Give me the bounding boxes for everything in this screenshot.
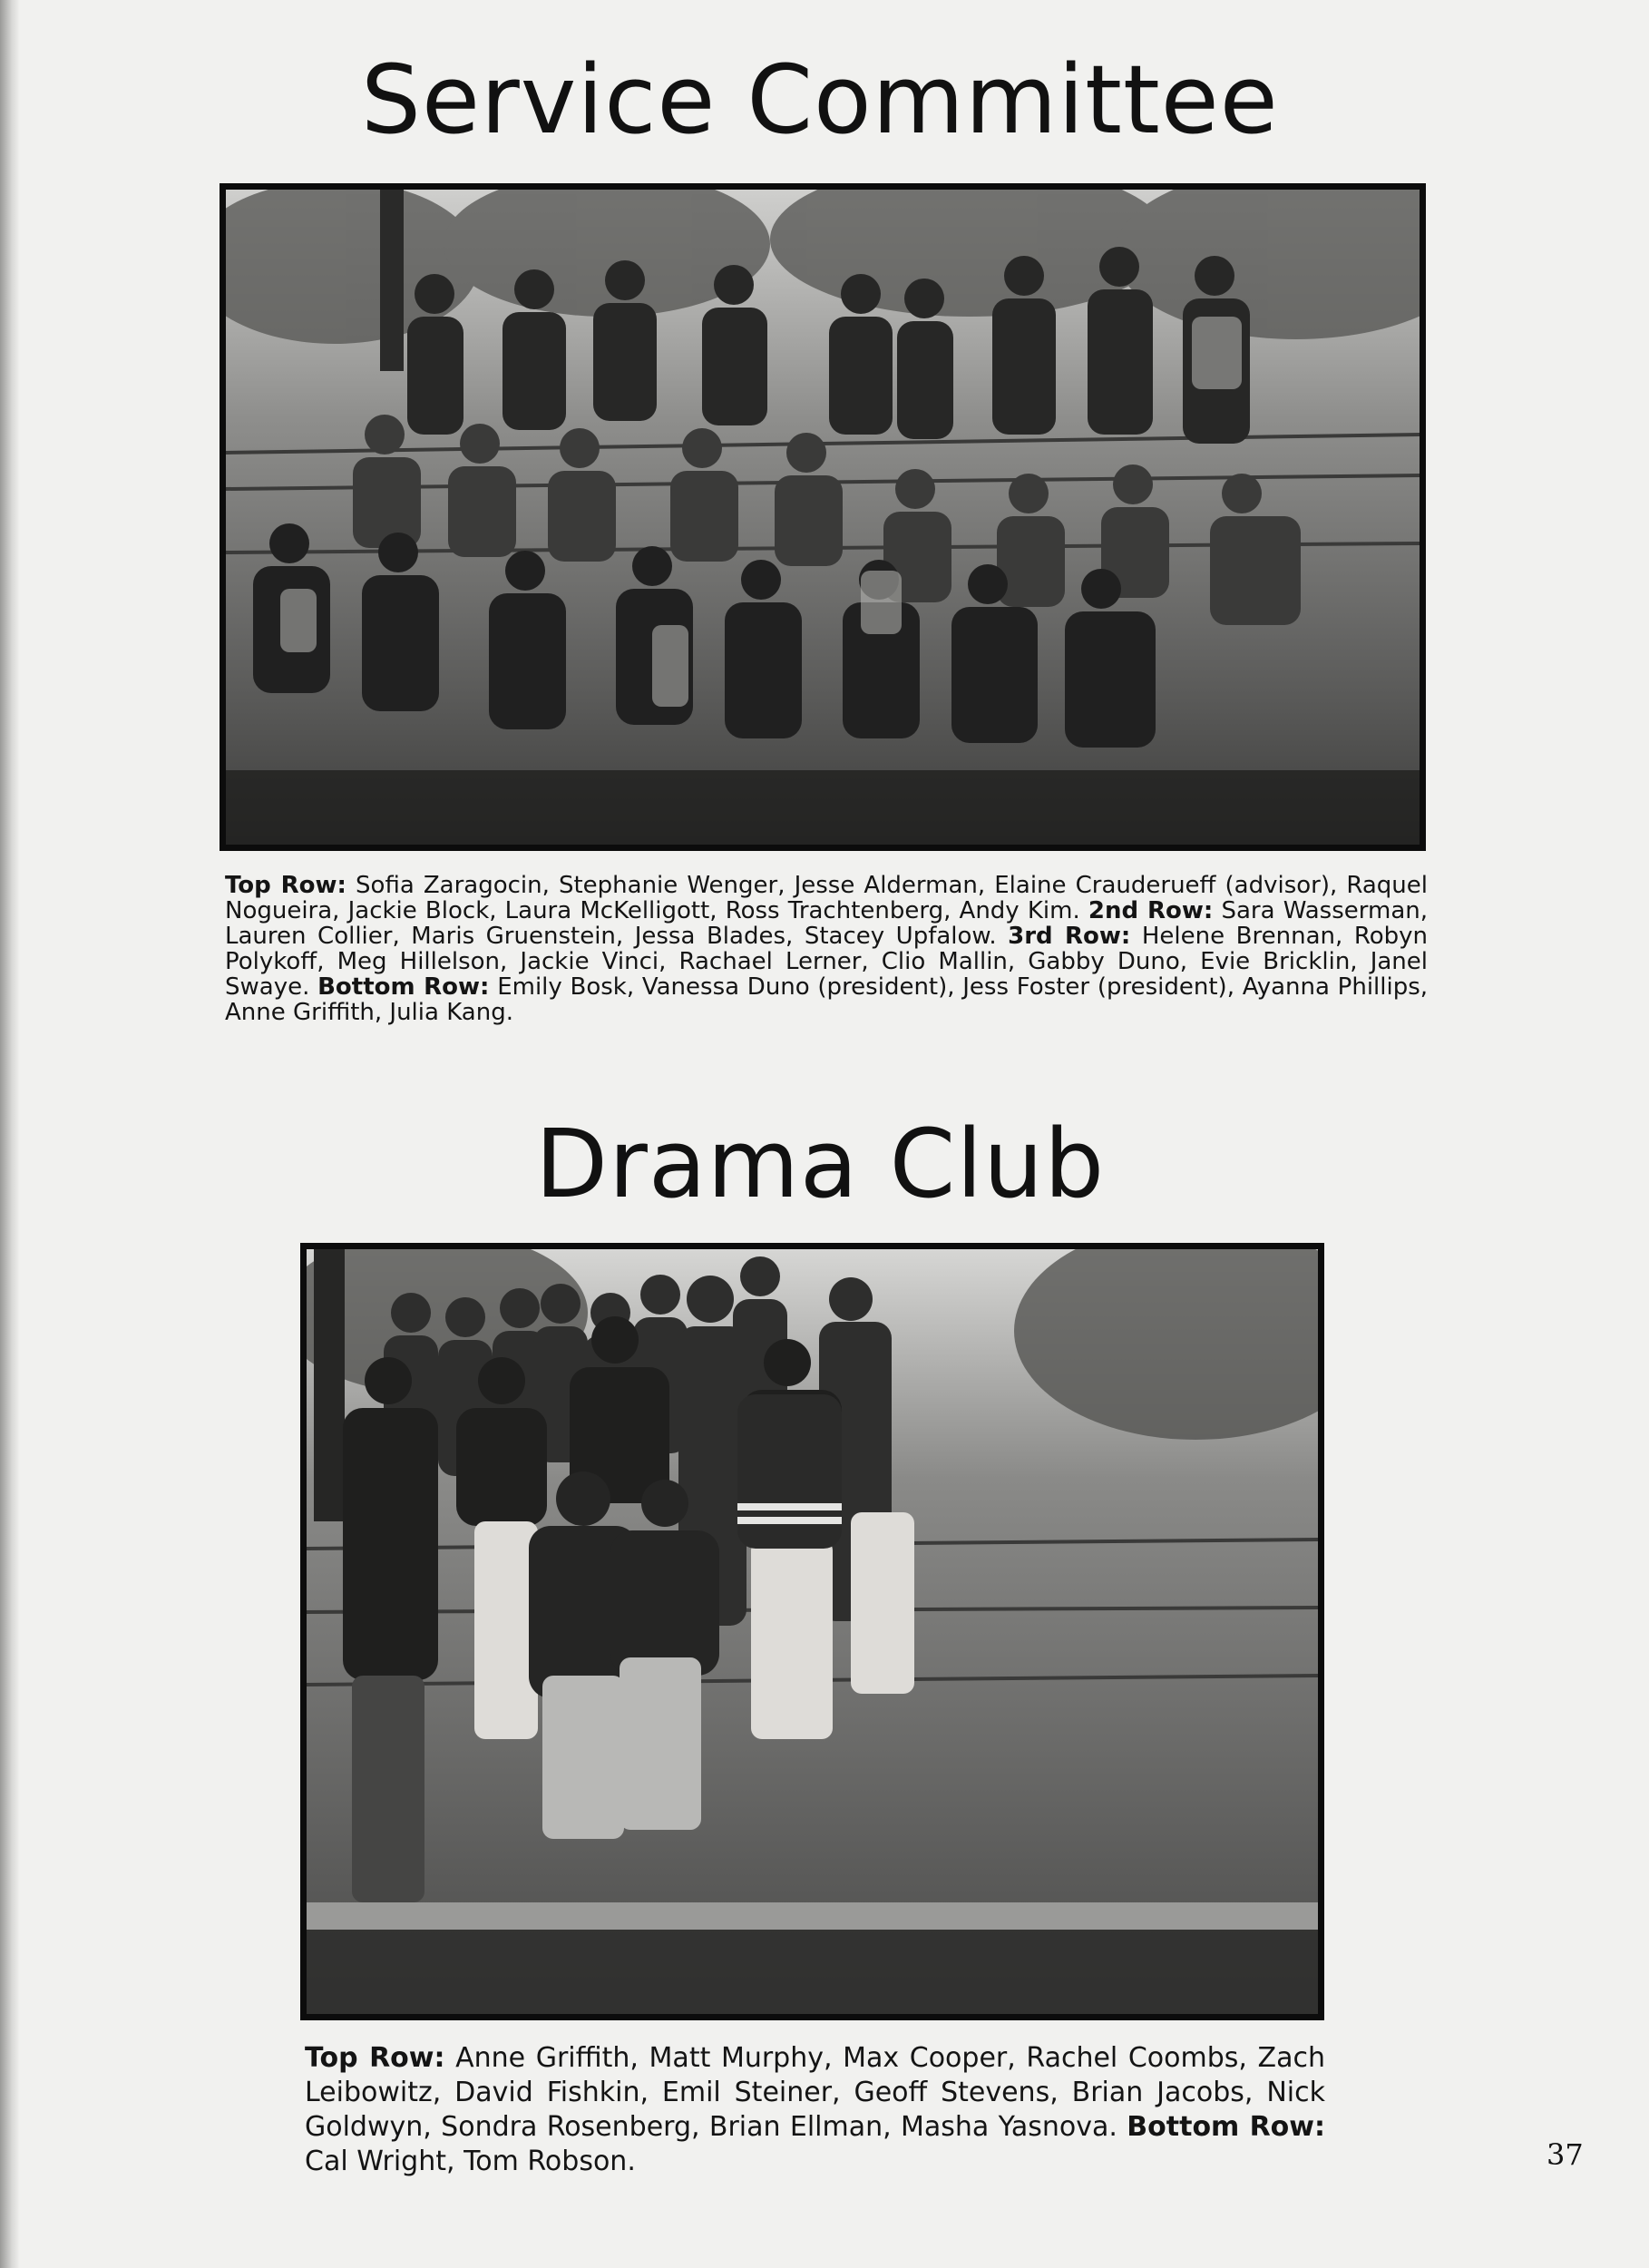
caption-row-label: Bottom Row: [1127, 2111, 1325, 2143]
drama-club-caption [305, 2041, 1325, 2179]
caption-row-names: Anne Griffith, Matt Murphy, Max Cooper, Rachel Coombs, Zach Leibowitz, David Fishkin, Emil Steiner, Geoff Stevens, Brian Jacobs, Nick Goldwyn, Sondra Rosenberg, Brian Ellman, Masha Yasnova. [305, 2042, 1325, 2143]
caption-row-label: 3rd Row: [1008, 923, 1131, 950]
page-number: 37 [1547, 2137, 1584, 2172]
group-photo-icon [307, 1249, 1318, 2014]
service-committee-group-photo [220, 183, 1426, 851]
drama-club-title: Drama Club [535, 1109, 1106, 1219]
caption-row-names: Emily Bosk, Vanessa Duno (president), Jess Foster (president), Ayanna Phillips, Anne Griffith, Julia Kang. [225, 973, 1429, 1026]
caption-row-label: Bottom Row: [317, 973, 490, 1001]
service-committee-title: Service Committee [361, 44, 1279, 155]
service-committee-caption [225, 873, 1428, 1025]
drama-club-group-photo [300, 1243, 1324, 2020]
caption-row-label: 2nd Row: [1088, 897, 1214, 924]
caption-row-label: Top Row: [225, 872, 346, 899]
caption-row-names: Helene Brennan, Robyn Polykoff, Meg Hillelson, Jackie Vinci, Rachael Lerner, Clio Mallin, Gabby Duno, Evie Bricklin, Janel Swaye. [225, 923, 1428, 1001]
page-gutter-shadow [0, 0, 20, 2268]
caption-row-names: Cal Wright, Tom Robson. [305, 2146, 636, 2177]
group-photo-icon [226, 190, 1420, 845]
caption-row-names: Sara Wasserman, Lauren Collier, Maris Gruenstein, Jessa Blades, Stacey Upfalow. [225, 897, 1428, 950]
caption-row-label: Top Row: [305, 2042, 445, 2074]
caption-row-names: Sofia Zaragocin, Stephanie Wenger, Jesse Alderman, Elaine Crauderueff (advisor), Raquel Nogueira, Jackie Block, Laura McKelligott, Ross Trachtenberg, Andy Kim. [225, 872, 1429, 924]
